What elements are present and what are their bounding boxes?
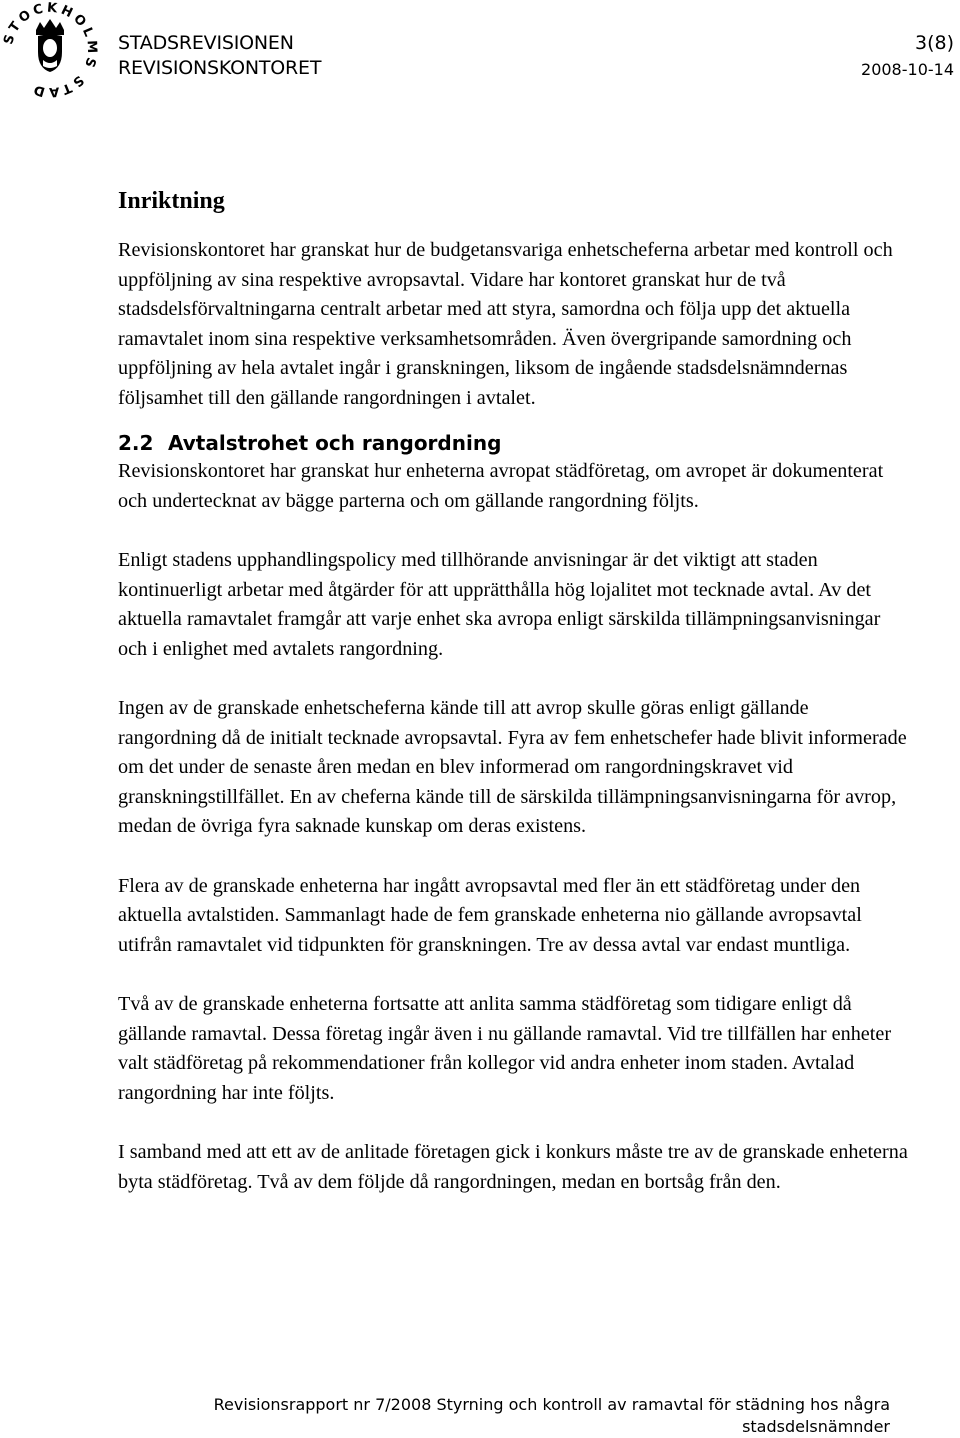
section-title: Avtalstrohet och rangordning	[168, 431, 502, 455]
paragraph: Ingen av de granskade enhetscheferna kände till att avrop skulle göras enligt gällande rangordning då de initialt tecknade avropsavtal. Fyra av fem enhetschefer hade blivit informerade om det under de senaste åren medan en blev informerad om rangordningskravet vid granskningstillfället. En av cheferna kände till de särskilda tillämpningsanvisningarna för avrop, medan de övriga fyra saknade kunskap om deras existens.	[118, 697, 907, 837]
header-organization: STADSREVISIONEN	[118, 32, 294, 54]
crown-head-emblem	[36, 19, 64, 72]
page-footer	[190, 1394, 890, 1438]
paragraph: Enligt stadens upphandlingspolicy med tillhörande anvisningar är det viktigt att staden kontinuerligt arbetar med åtgärder för att upprätthålla hög lojalitet mot tecknade avtal. Av det aktuella ramavtalet framgår att varje enhet ska avropa enligt särskilda tillämpningsanvisningar och i enlighet med avtalets rangordning.	[118, 549, 881, 660]
heading-inriktning: Inriktning	[118, 188, 225, 214]
paragraph-inriktning: Revisionskontoret har granskat hur de budgetansvariga enhetscheferna arbetar med kontroll och uppföljning av sina respektive avropsavtal. Vidare har kontoret granskat hur de två stadsdelsförvaltningarna centralt arbetar med att styra, samordna och följa upp det aktuella ramavtalet inom sina respektive verksamhetsområden. Även övergripande samordning och uppföljning av hela avtalet ingår i granskningen, liksom de ingående stadsdelsnämndernas följsamhet till den gällande rangordningen i avtalet.	[118, 239, 893, 409]
section-number: 2.2	[118, 431, 154, 455]
paragraph: Två av de granskade enheterna fortsatte att anlita samma städföretag som tidigare enligt då gällande ramavtal. Dessa företag ingår även i nu gällande ramavtal. Vid tre tillfällen har enheter valt städföretag på rekommendationer från kollegor vid andra enheter inom staden. Avtalad rangordning har inte följts.	[118, 993, 892, 1104]
page-number: 3(8)	[914, 32, 954, 54]
document-date: 2008-10-14	[861, 60, 954, 79]
svg-text:STOCKHOLMS STAD: STOCKHOLMS STAD	[1, 0, 100, 100]
header-unit: REVISIONSKONTORET	[118, 57, 322, 79]
section-heading-2-2	[118, 429, 908, 457]
paragraph: I samband med att ett av de anlitade företagen gick i konkurs måste tre av de granskade enheterna byta städföretag. Två av dem följde då rangordningen, medan en bortsåg från den.	[118, 1141, 908, 1193]
footer-line-2: stadsdelsnämnder	[742, 1417, 890, 1436]
footer-line-1: Revisionsrapport nr 7/2008 Styrning och kontroll av ramavtal för städning hos några	[213, 1395, 890, 1414]
paragraph: Revisionskontoret har granskat hur enheterna avropat städföretag, om avropet är dokumenterat och undertecknat av bägge parterna och om gällande rangordning följts.	[118, 460, 884, 512]
document-body	[118, 186, 908, 1197]
stockholms-stad-logo	[0, 0, 100, 100]
paragraph: Flera av de granskade enheterna har ingått avropsavtal med fler än ett städföretag under den aktuella avtalstiden. Sammanlagt hade de fem granskade enheterna nio gällande avropsavtal utifrån ramavtalet vid tidpunkten för granskningen. Tre av dessa avtal var endast muntliga.	[118, 874, 862, 956]
